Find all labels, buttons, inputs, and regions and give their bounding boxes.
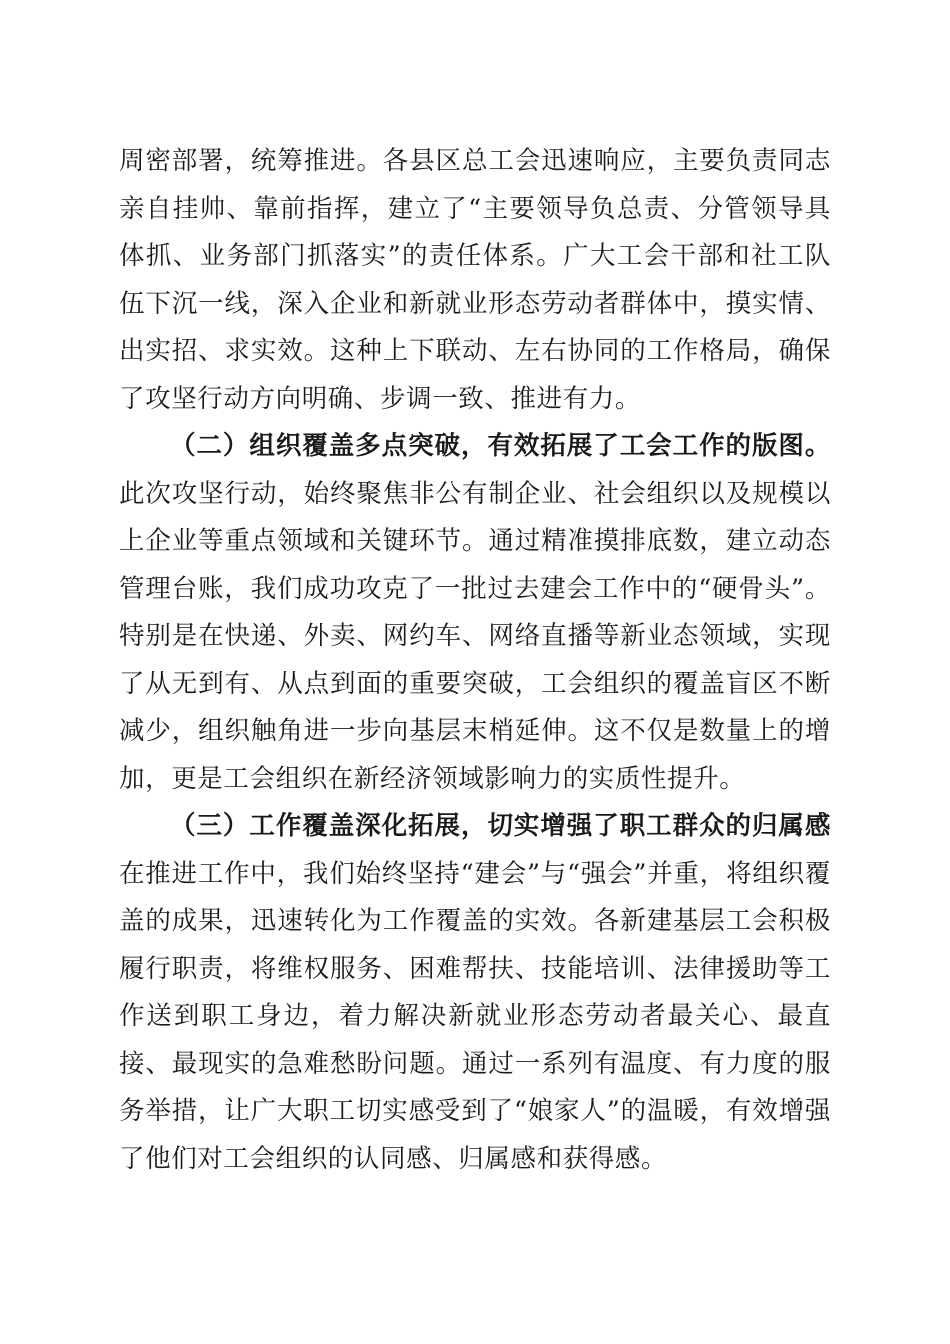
document-body [119,138,831,1183]
paragraph-section-two [119,423,831,803]
section-heading-three: （三）工作覆盖深化拓展，切实增强了职工群众的归属感 [170,811,831,841]
section-heading-two: （二）组织覆盖多点突破，有效拓展了工会工作的版图。 [170,431,831,461]
paragraph-text: 此次攻坚行动，始终聚焦非公有制企业、社会组织以及规模以上企业等重点领域和关键环节。通过精准摸排底数，建立动态管理台账，我们成功攻克了一批过去建会工作中的“硬骨头”。特别是在快递、外卖、网约车、网络直播等新业态领域，实现了从无到有、从点到面的重要突破，工会组织的覆盖盲区不断减少，组织触角进一步向基层末梢延伸。这不仅是数量上的增加，更是工会组织在新经济领域影响力的实质性提升。 [119,478,831,794]
paragraph-section-three [119,803,831,1183]
paragraph-text: 在推进工作中，我们始终坚持“建会”与“强会”并重，将组织覆盖的成果，迅速转化为工作覆盖的实效。各新建基层工会积极履行职责，将维权服务、困难帮扶、技能培训、法律援助等工作送到职工身边，着力解决新就业形态劳动者最关心、最直接、最现实的急难愁盼问题。通过一系列有温度、有力度的服务举措，让广大职工切实感受到了“娘家人”的温暖，有效增强了他们对工会组织的认同感、归属感和获得感。 [119,858,831,1174]
paragraph-continuation [119,138,831,423]
paragraph-text: 周密部署，统筹推进。各县区总工会迅速响应，主要负责同志亲自挂帅、靠前指挥，建立了“主要领导负总责、分管领导具体抓、业务部门抓落实”的责任体系。广大工会干部和社工队伍下沉一线，深入企业和新就业形态劳动者群体中，摸实情、出实招、求实效。这种上下联动、左右协同的工作格局，确保了攻坚行动方向明确、步调一致、推进有力。 [119,146,831,414]
